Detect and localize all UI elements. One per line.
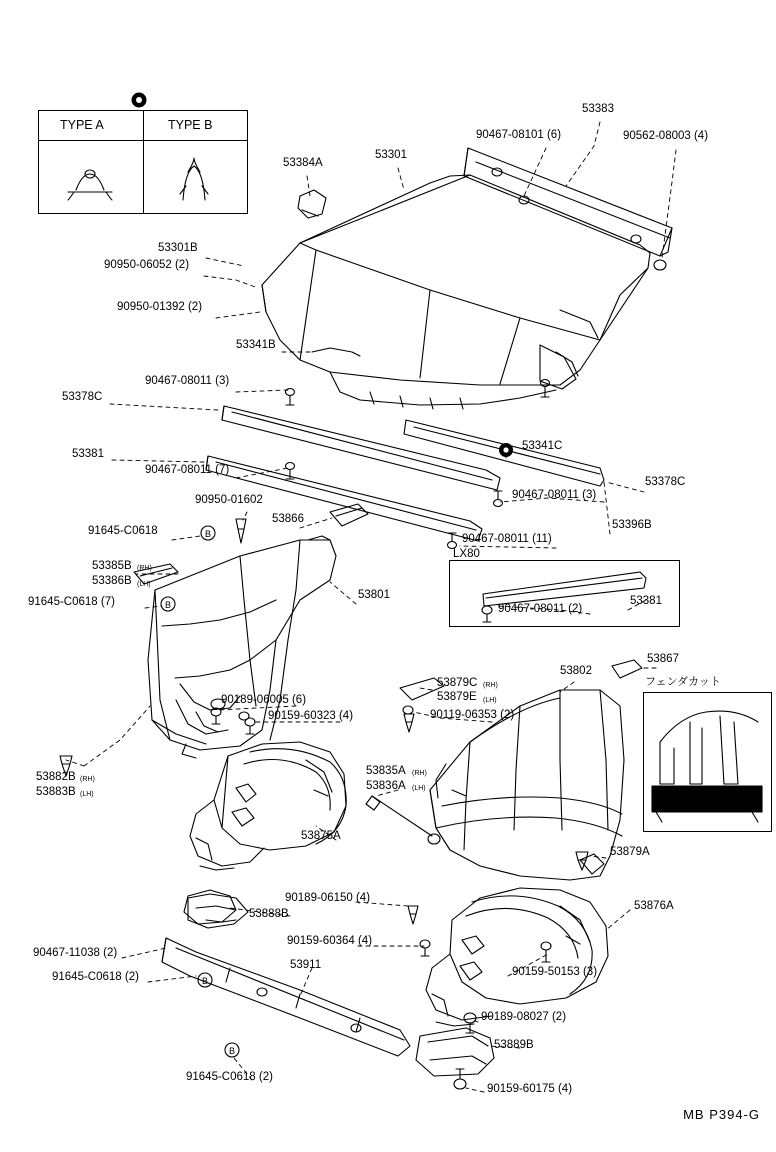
part-label-53879E: 53879E (437, 691, 477, 703)
suffix-rh-53835A: (RH) (412, 770, 427, 777)
part-label-53802: 53802 (560, 665, 592, 677)
part-label-53883B: 53883B (36, 786, 76, 798)
part-label-90562-08003: 90562-08003 (4) (623, 130, 709, 142)
suffix-rh-53879C: (RH) (483, 682, 498, 689)
part-label-53341C: 53341C (522, 440, 563, 452)
part-label-53876A: 53876A (634, 900, 674, 912)
legend-type-b-title: TYPE B (168, 118, 213, 132)
part-label-53301B: 53301B (158, 242, 198, 254)
part-label-53396B: 53396B (612, 519, 652, 531)
part-label-91645-C0618-c: 91645-C0618 (2) (186, 1071, 273, 1083)
part-label-90159-50153: 90159-50153 (3) (512, 966, 598, 978)
part-label-53911: 53911 (290, 959, 322, 971)
part-label-53879A: 53879A (610, 846, 650, 858)
fender-cut-label: フェンダカット (645, 676, 721, 688)
part-label-90467-11038: 90467-11038 (2) (33, 947, 118, 959)
part-label-53888B: 53888B (249, 908, 289, 920)
part-label-90467-08011-2: 90467-08011 (2) (498, 603, 583, 615)
part-label-91645-C0618-7: 91645-C0618 (7) (28, 596, 115, 608)
svg-text:B: B (204, 529, 212, 539)
part-label-53875A: 53875A (301, 830, 341, 842)
part-label-53889B: 53889B (494, 1039, 534, 1051)
figure-code: MB P394-G (683, 1107, 760, 1122)
part-label-53836A: 53836A (366, 780, 406, 792)
part-label-53378C-a: 53378C (62, 391, 103, 403)
part-label-90189-06005: 90189-06005 (6) (221, 694, 307, 706)
part-label-90467-08011-11: 90467-08011 (11) (462, 533, 552, 545)
suffix-rh-53882B: (RH) (80, 776, 95, 783)
legend-type-a-title: TYPE A (60, 118, 104, 132)
lx80-label: LX80 (453, 548, 480, 560)
part-label-53384A: 53384A (283, 157, 323, 169)
part-label-53866: 53866 (272, 513, 304, 525)
svg-text:B: B (164, 600, 172, 610)
part-label-53801: 53801 (358, 589, 390, 601)
part-label-53301: 53301 (375, 149, 407, 161)
part-label-90950-01602: 90950-01602 (195, 494, 263, 506)
part-label-90467-08011-7: 90467-08011 (7) (145, 464, 230, 476)
part-label-53341B: 53341B (236, 339, 276, 351)
svg-text:B: B (228, 1046, 236, 1056)
part-label-90950-06052: 90950-06052 (2) (104, 259, 190, 271)
part-label-53381-b: 53381 (630, 595, 662, 607)
part-label-90467-08011-3b: 90467-08011 (3) (512, 489, 597, 501)
suffix-rh-53385B: (RH) (137, 565, 152, 572)
part-label-90950-01392: 90950-01392 (2) (117, 301, 203, 313)
suffix-lh-53883B: (LH) (80, 791, 94, 798)
part-label-53378C-b: 53378C (645, 476, 686, 488)
part-label-91645-C0618-a: 91645-C0618 (88, 525, 158, 537)
part-label-53835A: 53835A (366, 765, 406, 777)
suffix-lh-53386B: (LH) (137, 581, 151, 588)
part-label-53381-a: 53381 (72, 448, 104, 460)
part-label-53867: 53867 (647, 653, 679, 665)
part-label-53879C: 53879C (437, 677, 478, 689)
suffix-lh-53879E: (LH) (483, 697, 497, 704)
part-label-90467-08101: 90467-08101 (6) (476, 129, 562, 141)
part-label-90119-06353: 90119-06353 (2) (430, 709, 515, 721)
part-label-90159-60175: 90159-60175 (4) (487, 1083, 573, 1095)
svg-text:B: B (201, 976, 209, 986)
part-label-53882B: 53882B (36, 771, 76, 783)
part-label-90189-08027: 90189-08027 (2) (481, 1011, 567, 1023)
part-label-53386B: 53386B (92, 575, 132, 587)
part-label-90159-60323: 90159-60323 (4) (268, 710, 354, 722)
part-label-53383: 53383 (582, 103, 614, 115)
part-label-90467-08011-3a: 90467-08011 (3) (145, 375, 230, 387)
suffix-lh-53836A: (LH) (412, 785, 426, 792)
part-label-90189-06150: 90189-06150 (4) (285, 892, 371, 904)
part-label-90159-60364: 90159-60364 (4) (287, 935, 373, 947)
part-label-91645-C0618-b: 91645-C0618 (2) (52, 971, 139, 983)
part-label-53385B: 53385B (92, 560, 132, 572)
